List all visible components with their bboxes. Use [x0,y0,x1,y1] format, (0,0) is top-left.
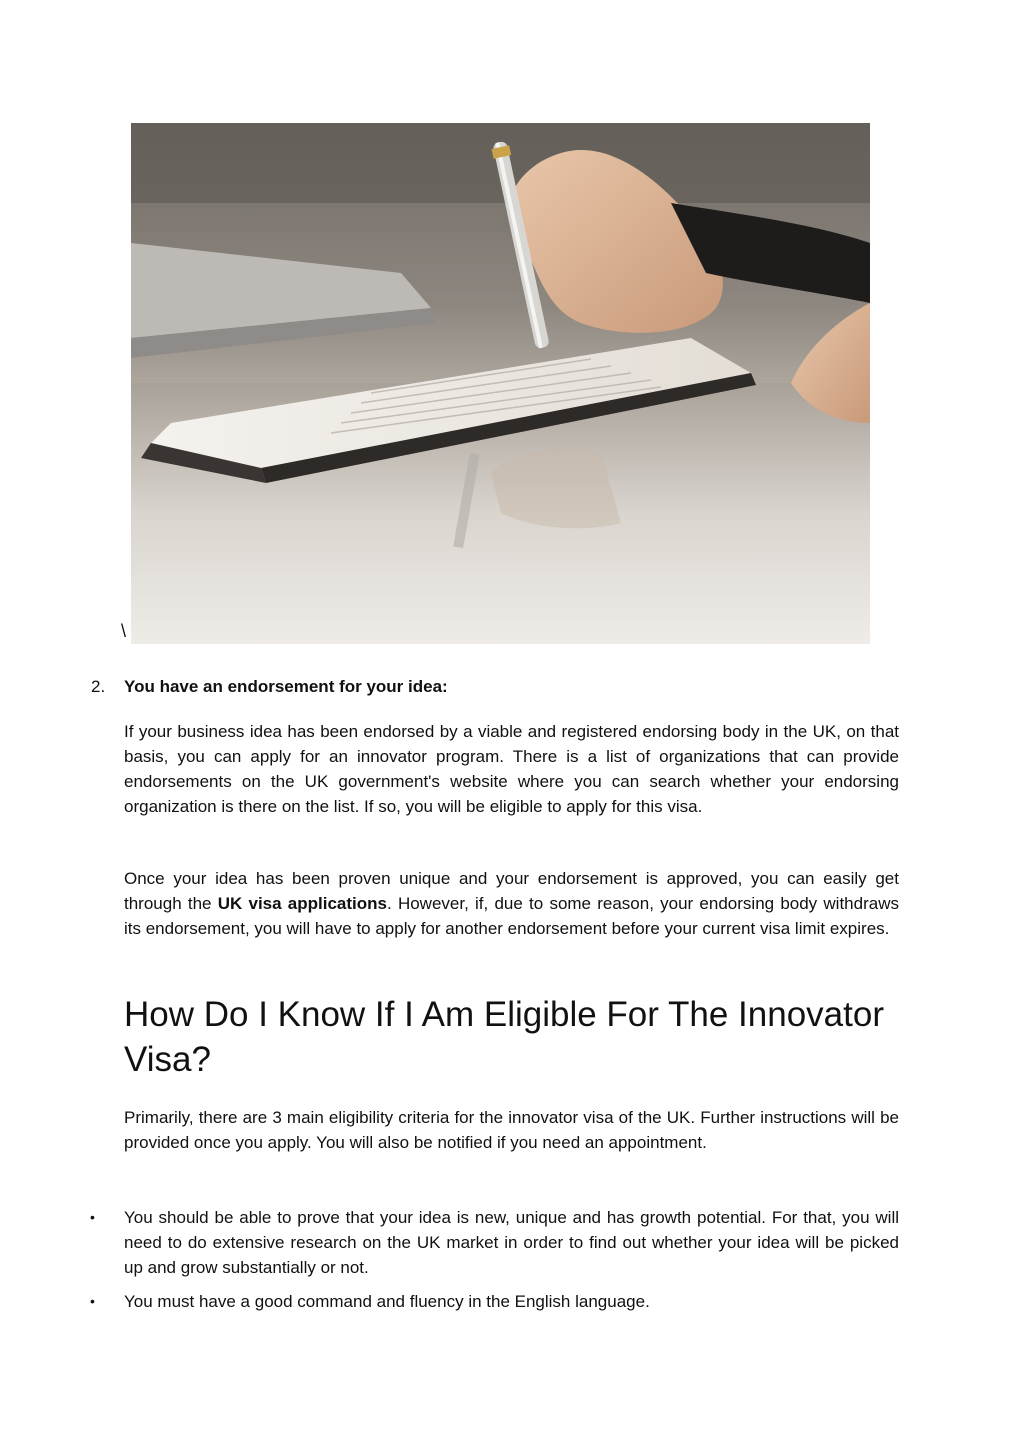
uk-visa-applications-link[interactable]: UK visa applications [217,894,387,913]
section-heading: How Do I Know If I Am Eligible For The Innovator Visa? [124,995,884,1079]
approval-paragraph [124,866,899,941]
bullet-marker: • [90,1209,95,1225]
bullet-marker: • [90,1293,95,1309]
photo-illustration [131,123,870,644]
hand-signing-document-photo [131,123,870,644]
approval-paragraph-text-end: . However, if, due to some reason, your endorsing body withdraws its endorsement, you will have to apply for another endorsement before your current visa limit expires. [124,894,899,938]
endorsement-paragraph: If your business idea has been endorsed by a viable and registered endorsing body in the UK, on that basis, you can apply for an innovator program. There is a list of organizations that can provide endorsements on the UK government's website where you can search whether your endorsing organization is there on the list. If so, you will be eligible to apply for this visa. [124,722,899,816]
eligibility-intro-paragraph: Primarily, there are 3 main eligibility criteria for the innovator visa of the UK. Further instructions will be provided once you apply. You will also be notified if you need an appointment. [124,1108,899,1152]
approval-paragraph-text-start: Once your idea has been proven unique and your endorsement is approved, you can easily get through the [124,869,899,913]
list-item-number: 2. [91,677,106,696]
stray-backslash-mark: \ [121,621,127,641]
bullet-item: You must have a good command and fluency in the English language. [124,1292,650,1311]
list-item-heading: You have an endorsement for your idea: [124,677,448,696]
bullet-item: You should be able to prove that your idea is new, unique and has growth potential. For that, you will need to do extensive research on the UK market in order to find out whether your idea will be picked up and grow substantially or not. [124,1208,899,1277]
